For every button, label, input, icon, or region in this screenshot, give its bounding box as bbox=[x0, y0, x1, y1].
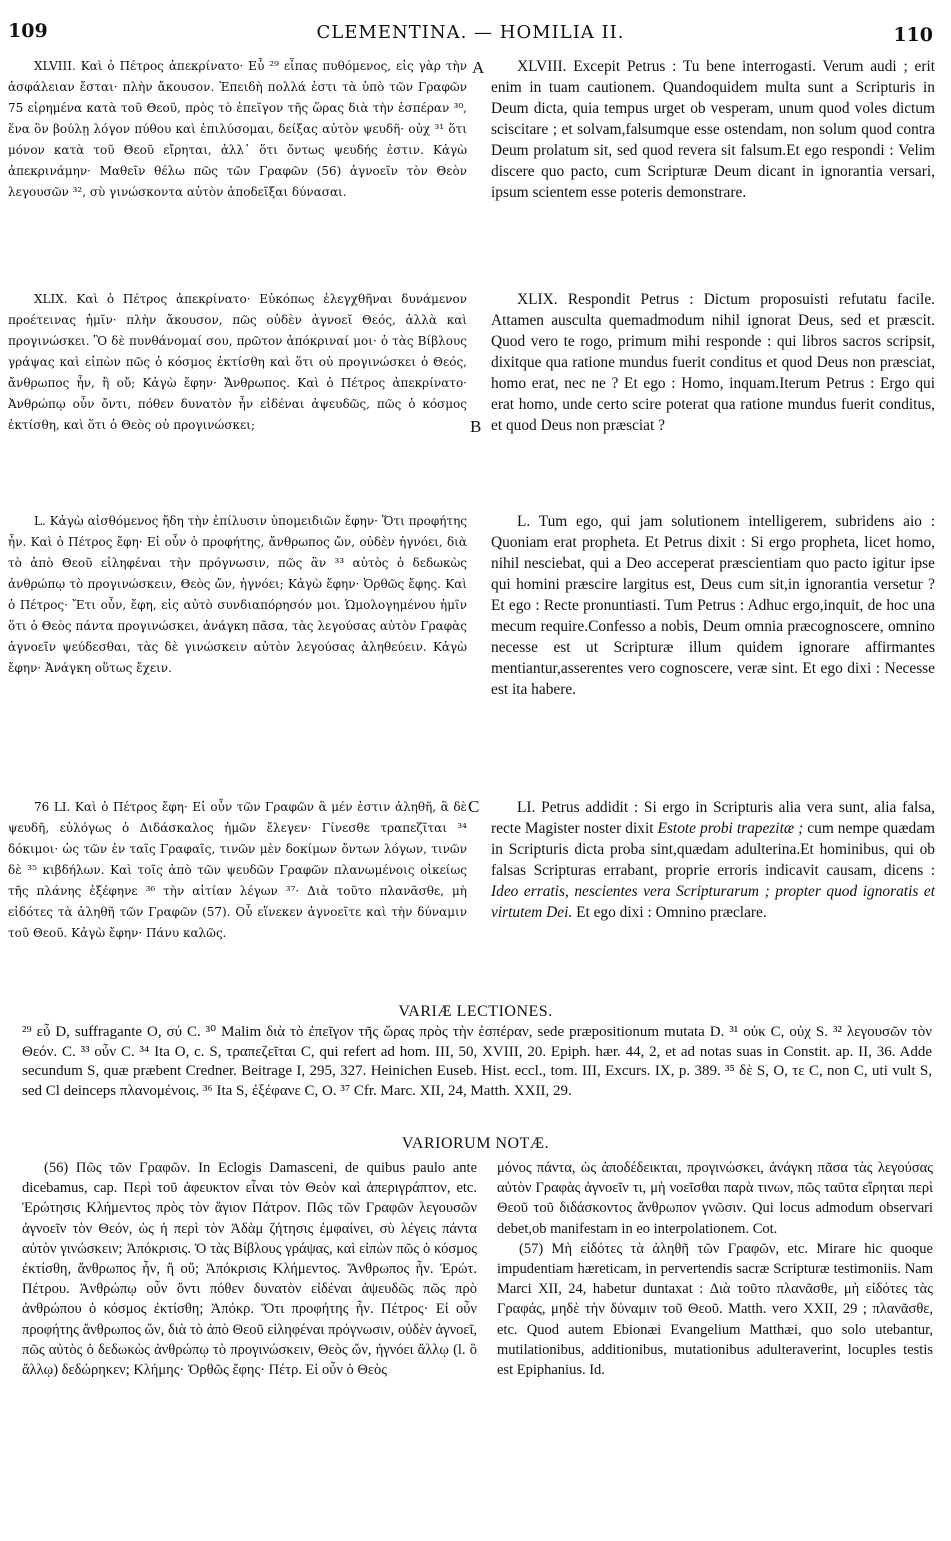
lectiones-title: VARIÆ LECTIONES. bbox=[398, 1003, 553, 1020]
greek-column bbox=[8, 289, 467, 436]
latin-paragraph-48: XLVIII. Excepit Petrus : Tu bene interrogasti. Verum audi ; erit enim in tuam cautionem. Quandoquidem multa sunt a Scripturis in Deum dicta, quia tempus urget ob vesperam, unum quod voles dictum sciscitare ; et solvam,falsumque esse ostendam, non solum quod contra Deum prolatum sit, sed quod revera sit falsum.Et ego respondi : Velim discere quo pacto, cum Scripturæ Deum dicant in ignorantia versari, ipsum scientem esse poteris demonstrare. bbox=[491, 58, 935, 201]
notes-title: VARIORUM NOTÆ. bbox=[401, 1135, 550, 1152]
greek-column bbox=[8, 56, 467, 203]
greek-paragraph-51: 76 LI. Καὶ ὁ Πέτρος ἔφη· Εἰ οὖν τῶν Γραφῶν ἃ μέν ἐστιν ἀληθῆ, ἃ δὲ ψευδῆ, εὐλόγως ὁ Διδάσκαλος ἡμῶν ἔλεγεν· Γίνεσθε τραπεζῖται ³⁴ δόκιμοι· ὡς τῶν ἐν ταῖς Γραφαῖς, τινῶν μὲν δοκίμων ὄντων λόγων, τινῶν δὲ ³⁵ κιβδήλων. Καὶ τοῖς ἀπὸ τῶν ψευδῶν Γραφῶν πλανωμένοις οἰκείως τῆς πλάνης ἐξέφηνε ³⁶ τὴν αἰτίαν λέγων ³⁷· Διὰ τοῦτο πλανᾶσθε, μὴ εἰδότες τὰ ἀληθῆ τῶν Γραφῶν (57). Οὗ εἵνεκεν ἀγνοεῖτε καὶ τὴν δύναμιν τοῦ Θεοῦ. Κἀγὼ ἔφην· Πάνυ καλῶς. bbox=[8, 800, 467, 940]
notes-right-column bbox=[497, 1158, 933, 1380]
latin-51-text-b: cum nempe quædam in Scripturis dicta proba sint,quædam adulterina.Et hominibus, qui ob falsas Scripturas errabant, proprie erroris indicavit causam, dicens : bbox=[491, 820, 936, 879]
page-header bbox=[8, 14, 933, 48]
latin-51-quote-1: Estote probi trapezitæ ; bbox=[657, 820, 804, 837]
latin-51-quote-2: Ideo erratis, nescientes vera Scripturarum ; propter quod ignoratis et virtutem Dei. bbox=[491, 883, 935, 921]
latin-paragraph-51 bbox=[491, 797, 935, 923]
latin-51-text-a: LI. Petrus addidit : Si ergo in Scripturis alia vera sunt, alia falsa, recte Magister noster dixit bbox=[491, 799, 935, 837]
latin-column bbox=[491, 289, 935, 436]
notes-left-column bbox=[22, 1158, 477, 1380]
margin-marker-c: C bbox=[468, 797, 480, 816]
latin-column bbox=[491, 56, 935, 203]
page-number-left: 109 bbox=[8, 20, 48, 42]
greek-column bbox=[8, 797, 467, 944]
lectiones-text: ²⁹ εὖ D, suffragante O, σύ C. ³⁰ Malim διὰ τὸ ἐπεῖγον τῆς ὥρας πρὸς τὴν ἑσπέραν, sede præpositionum mutata D. ³¹ οὐκ C, οὐχ S. ³² λεγουσῶν τὸν Θεόν. C. ³³ οὖν C. ³⁴ Ita O, c. S, τραπεζεῖται C, qui refert ad hom. III, 50, XVIII, 20. Epiph. hær. 44, 2, et ad notas suas in Constit. ap. II, 36. Adde secundum S, quæ præbent Credner. Beitrage I, 295, 327. Heinichen Euseb. Hist. eccl., tom. III, Excurs. IX, p. 389. ³⁵ δὲ S, O, τε C, non C, uti vult S, sed Cl deinceps πλανομένοις. ³⁶ Ita S, ἐξέφανε C, O. ³⁷ Cfr. Marc. XII, 24, Matth. XXII, 29. bbox=[22, 1024, 932, 1099]
greek-paragraph-50: L. Κἀγὼ αἰσθόμενος ἤδη τὴν ἐπίλυσιν ὑπομειδιῶν ἔφην· Ὅτι προφήτης ἦν. Καὶ ὁ Πέτρος ἔφη· Εἰ οὖν ὁ προφήτης, ἄνθρωπος ὤν, οὐδὲν ἠγνόει, διὰ τὸ ἀπὸ Θεοῦ εἰληφέναι τὴν πρόγνωσιν, πῶς ἂν ³³ αὐτὸς ὁ δεδωκὼς ἀνθρώπῳ τὸ προγινώσκειν, Θεὸς ὤν, ἠγνόει; Κἀγὼ ἔφην· Ὀρθῶς ἔφης. Καὶ ὁ Πέτρος· Ἔτι οὖν, ἔφη, εἰς αὐτὸ συνδιαπόρησόν μοι. Ὡμολογημένου ἡμῖν ὅτι ὁ Θεὸς πάντα προγινώσκει, ἀνάγκη πᾶσα, τὰς λεγούσας αὐτὸν Γραφὰς ἀγνοεῖν ψεύδεσθαι, τὰς δὲ γινώσκειν αὐτὸν λεγούσας ἀληθεύειν. Κἀγὼ ἔφην· Ἀνάγκη οὕτως ἔχειν. bbox=[8, 514, 467, 675]
note-56: (56) Πῶς τῶν Γραφῶν. In Eclogis Damasceni, de quibus paulo ante dicebamus, cap. Περὶ τοῦ ἀφευκτον εἶναι τὸν Θεὸν καὶ ἀπεριγράπτον, etc. Ἐρώτησις Κλήμεντος πρὸς τὸν ἅγιον Πάτρον. Πῶς τῶν Γραφῶν λεγουσῶν ἀγνοεῖν τὸν Θεόν, ὡς ἡ περὶ τὸν Ἀδὰμ ζήτησις ἐμφαίνει, σὺ λέγεις πάντα αὐτὸν γινώσκειν; Ἀπόκρισις. Ὁ τὰς Βίβλους γράψας, καὶ εἰπὼν πῶς ὁ κόσμος ἐκτίσθη, ἄνθρωπος ἦν, ἢ οὔ; Ἀπόκρισις Κλήμεντος. Ἄνθρωπος ἦν. Ἐρώτ. Πέτρου. Ἀνθρώπῳ οὖν ὄντι πόθεν δυνατὸν εἰδέναι ἀψευδῶς πῶς πρὸ ἀνθρώπου ὁ κόσμος ἐκτίσθη; Ἀπόκρ. Ὅτι προφήτης ἦν. Πέτρος· Εἰ οὖν προφήτης ἄνθρωπος ὤν, διὰ τὸ ἀπὸ Θεοῦ εἰληφέναι πρόγνωσιν, οὐδὲν ἀγνοεῖ, πῶς αὐτὸς ὁ δεδωκὼς ἀνθρώπῳ τὸ προγινώσκειν, Θεὸς ὤν, ἠγνόει ἄλλῳ (l. ὃ ἄλλῳ) δεδώρηκεν; Κλήμης· Ὀρθῶς ἔφης· Πέτρ. Εἰ οὖν ὁ Θεὸς bbox=[22, 1160, 477, 1379]
greek-column bbox=[8, 511, 467, 679]
note-56-continued: μόνος πάντα, ὡς ἀποδέδεικται, προγινώσκει, ἀνάγκη πᾶσα τὰς λεγούσας αὐτὸν Γραφὰς ἀγνοεῖν τι, μὴ νοεῖσθαι παρὰ τινων, πῶς ταῦτα εἴρηται περὶ Θεοῦ τοῦ διδάσκοντος ἄνθρωπον γνῶσιν. Qui locus admodum observari debet,ob manifestam in eo interpolationem. Cot. bbox=[497, 1160, 933, 1237]
latin-column bbox=[491, 797, 935, 923]
note-57: (57) Μὴ εἰδότες τὰ ἀληθῆ τῶν Γραφῶν, etc. Mirare hic quoque impudentiam hæreticam, in pervertendis sacræ Scripturæ testimoniis. Nam Marci XII, 24, habetur duntaxat : Διὰ τοῦτο πλανᾶσθε, μὴ εἰδότες τὰς Γραφάς, μηδὲ τὴν δύναμιν τοῦ Θεοῦ. Matth. vero XXII, 29 ; πλανᾶσθε, etc. Quod autem Ebionæi Evangelium Matthæi, quo solo utebantur, mutilationibus, additionibus, mutationibus adulteraverint, locuples testis est Epiphanius. Id. bbox=[497, 1240, 933, 1379]
greek-paragraph-49: XLIX. Καὶ ὁ Πέτρος ἀπεκρίνατο· Εὐκόπως ἐλεγχθῆναι δυνάμενον προέτεινας ἡμῖν· πλὴν ἄκουσον, πῶς οὐδὲν ἀγνοεῖ Θεός, ἀλλὰ καὶ προγινώσκει. Ὃ δὲ πυνθάνομαί σου, πρῶτον ἀπόκριναί μοι· ὁ τὰς Βίβλους γράψας καὶ εἰπὼν πῶς ὁ κόσμος ἐκτίσθη καὶ ὅτι οὐ προγινώσκει ὁ Θεός, ἄνθρωπος ἦν, ἢ οὔ; Κἀγὼ ἔφην· Ἄνθρωπος. Καὶ ὁ Πέτρος ἀπεκρίνατο· Ἀνθρώπῳ οὖν ὄντι, πόθεν δυνατὸν ἦν εἰδέναι ἀψευδῶς, πῶς ὁ κόσμος ἐκτίσθη, καὶ ὅτι ὁ Θεὸς οὐ προγινώσκει; bbox=[8, 292, 467, 432]
running-title: CLEMENTINA. — HOMILIA II. bbox=[316, 22, 625, 43]
page-number-right: 110 bbox=[893, 24, 933, 46]
latin-51-text-c: Et ego dixi : Omnino præclare. bbox=[572, 904, 767, 921]
margin-marker-a: A bbox=[472, 58, 485, 77]
latin-paragraph-50: L. Tum ego, qui jam solutionem intelligerem, subridens aio : Quoniam erat propheta. Et Petrus dixit : Si ergo propheta, licet homo, nihil nesciebat, qui a Deo acceperat præscientiam quo pacto igitur ipse qui homini præscire largitus est, Deus cum sit,in ignorantia versetur ? Et ego : Recte pronuntiasti. Tum Petrus : Adhuc ergo,inquit, de hoc una mecum require.Confesso a nobis, Deum omnia præcognoscere, omnino necesse est ut Scripturæ illum quidem ignorare affirmantes mentiantur,asserentes vero cognoscere, veræ sint. Et ego dixi : Necesse est ita habere. bbox=[491, 513, 935, 698]
greek-paragraph-48: XLVIII. Καὶ ὁ Πέτρος ἀπεκρίνατο· Εὖ ²⁹ εἶπας πυθόμενος, εἰς γὰρ τὴν ἀσφάλειαν ἔσται· πλὴν ἄκουσον. Ἐπειδὴ πολλά ἐστι τὰ ὑπὸ τῶν Γραφῶν 75 εἰρημένα κατὰ τοῦ Θεοῦ, πρὸς τὸ ἐπεῖγον τῆς ὥρας διὰ τὴν ἑσπέραν ³⁰, ἕνα ὃν βούλῃ λόγον πύθου καὶ ἐπιλύσομαι, δείξας αὐτὸν ψευδῆ· οὐχ ³¹ ὅτι μόνον κατὰ τοῦ Θεοῦ εἴρηται, ἀλλ᾽ ὅτι ὄντως ψευδής ἐστιν. Κἀγὼ ἀπεκρινάμην· Μαθεῖν θέλω πῶς τῶν Γραφῶν (56) ἀγνοεῖν τὸν Θεὸν λεγουσῶν ³², σὺ γινώσκοντα αὐτὸν ἀποδεῖξαι δύνασαι. bbox=[8, 59, 467, 199]
margin-marker-b: B bbox=[470, 417, 482, 436]
latin-column bbox=[491, 511, 935, 700]
latin-paragraph-49: XLIX. Respondit Petrus : Dictum proposuisti refutatu facile. Attamen ausculta quemadmodum nihil ignorat Deus, sed et præscit. Quod vero te rogo, primum mihi responde : qui libros sacros scripsit, dixitque qua ratione mundus fuerit conditus et quod Deus non præsciat, homo erat, nec ne ? Et ego : Homo, inquam.Iterum Petrus : Ergo qui erat homo, unde certo scire poterat qua ratione mundus fuerit conditus, et quod Deus non præsciat ? bbox=[491, 291, 935, 434]
